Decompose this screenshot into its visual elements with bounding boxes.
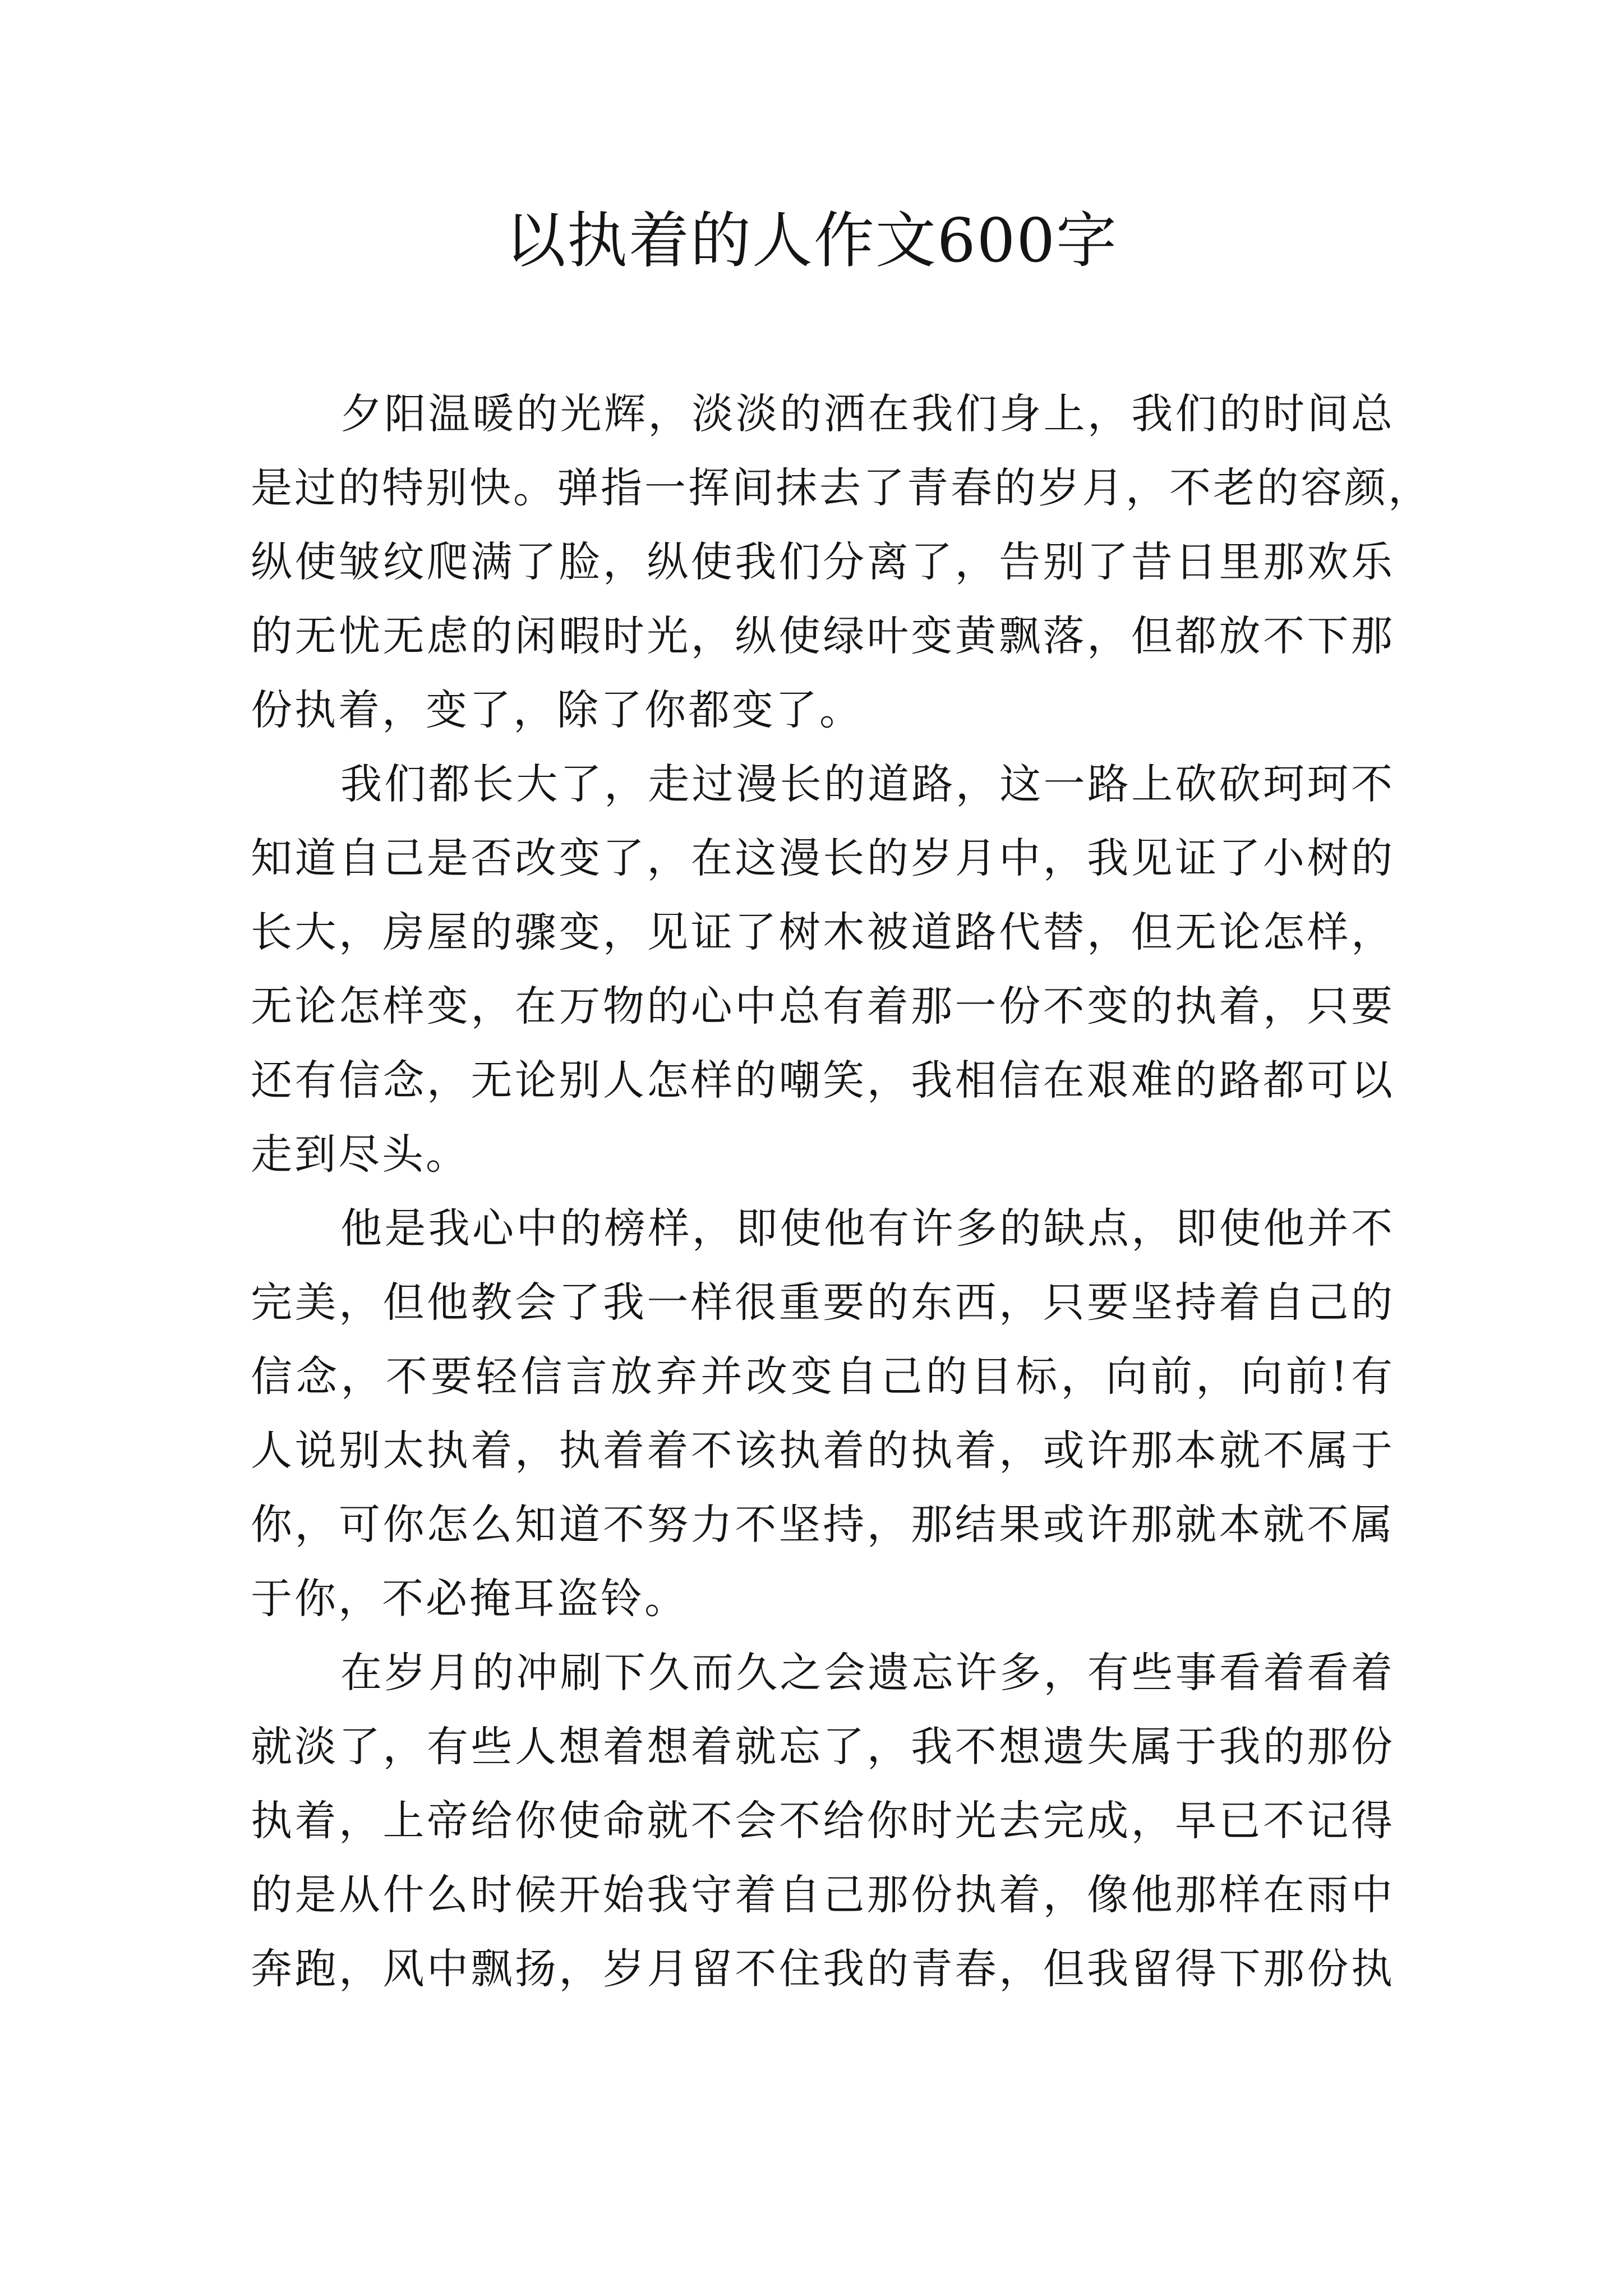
paragraph-2-line-6: 走到尽头。 bbox=[251, 1130, 469, 1179]
paragraph-1-line-4: 的无忧无虑的闲暇时光，纵使绿叶变黄飘落，但都放不下那 bbox=[251, 612, 1395, 660]
document-body bbox=[251, 377, 1432, 2006]
paragraph-3-line-6: 于你，不必掩耳盗铃。 bbox=[251, 1575, 688, 1623]
paragraph-4-line-2: 就淡了，有些人想着想着就忘了，我不想遗失属于我的那份 bbox=[251, 1723, 1395, 1771]
paragraph-4-line-5: 奔跑，风中飘扬，岁月留不住我的青春，但我留得下那份执 bbox=[251, 1945, 1395, 1993]
paragraph-4-line-4: 的是从什么时候开始我守着自己那份执着，像他那样在雨中 bbox=[251, 1871, 1395, 1919]
paragraph-2-line-3: 长大，房屋的骤变，见证了树木被道路代替，但无论怎样， bbox=[251, 908, 1395, 956]
paragraph-1-line-5: 份执着，变了，除了你都变了。 bbox=[251, 686, 863, 734]
paragraph-3-line-4: 人说别太执着，执着着不该执着的执着，或许那本就不属于 bbox=[251, 1427, 1395, 1475]
paragraph-2-line-4: 无论怎样变，在万物的心中总有着那一份不变的执着，只要 bbox=[251, 982, 1395, 1030]
paragraph-1-line-2: 是过的特别快。弹指一挥间抹去了青春的岁月，不老的容颜， bbox=[251, 464, 1432, 512]
paragraph-3-line-2: 完美，但他教会了我一样很重要的东西，只要坚持着自己的 bbox=[251, 1278, 1395, 1327]
paragraph-4-line-1: 在岁月的冲刷下久而久之会遗忘许多，有些事看着看着 bbox=[340, 1649, 1395, 1697]
paragraph-1-line-1: 夕阳温暖的光辉，淡淡的洒在我们身上，我们的时间总 bbox=[340, 390, 1395, 438]
document-title: 以执着的人作文600字 bbox=[505, 206, 1118, 276]
paragraph-1-line-3: 纵使皱纹爬满了脸，纵使我们分离了，告别了昔日里那欢乐 bbox=[251, 538, 1395, 586]
paragraph-3-line-1: 他是我心中的榜样，即使他有许多的缺点，即使他并不 bbox=[340, 1204, 1395, 1253]
paragraph-4-line-3: 执着，上帝给你使命就不会不给你时光去完成，早已不记得 bbox=[251, 1797, 1395, 1845]
paragraph-3-line-5: 你，可你怎么知道不努力不坚持，那结果或许那就本就不属 bbox=[251, 1501, 1395, 1549]
paragraph-2-line-5: 还有信念，无论别人怎样的嘲笑，我相信在艰难的路都可以 bbox=[251, 1056, 1395, 1105]
paragraph-2-line-1: 我们都长大了，走过漫长的道路，这一路上砍砍珂珂不 bbox=[340, 760, 1395, 808]
paragraph-2-line-2: 知道自己是否改变了，在这漫长的岁月中，我见证了小树的 bbox=[251, 834, 1395, 882]
paragraph-3-line-3: 信念，不要轻信言放弃并改变自己的目标，向前，向前!有 bbox=[251, 1352, 1395, 1401]
